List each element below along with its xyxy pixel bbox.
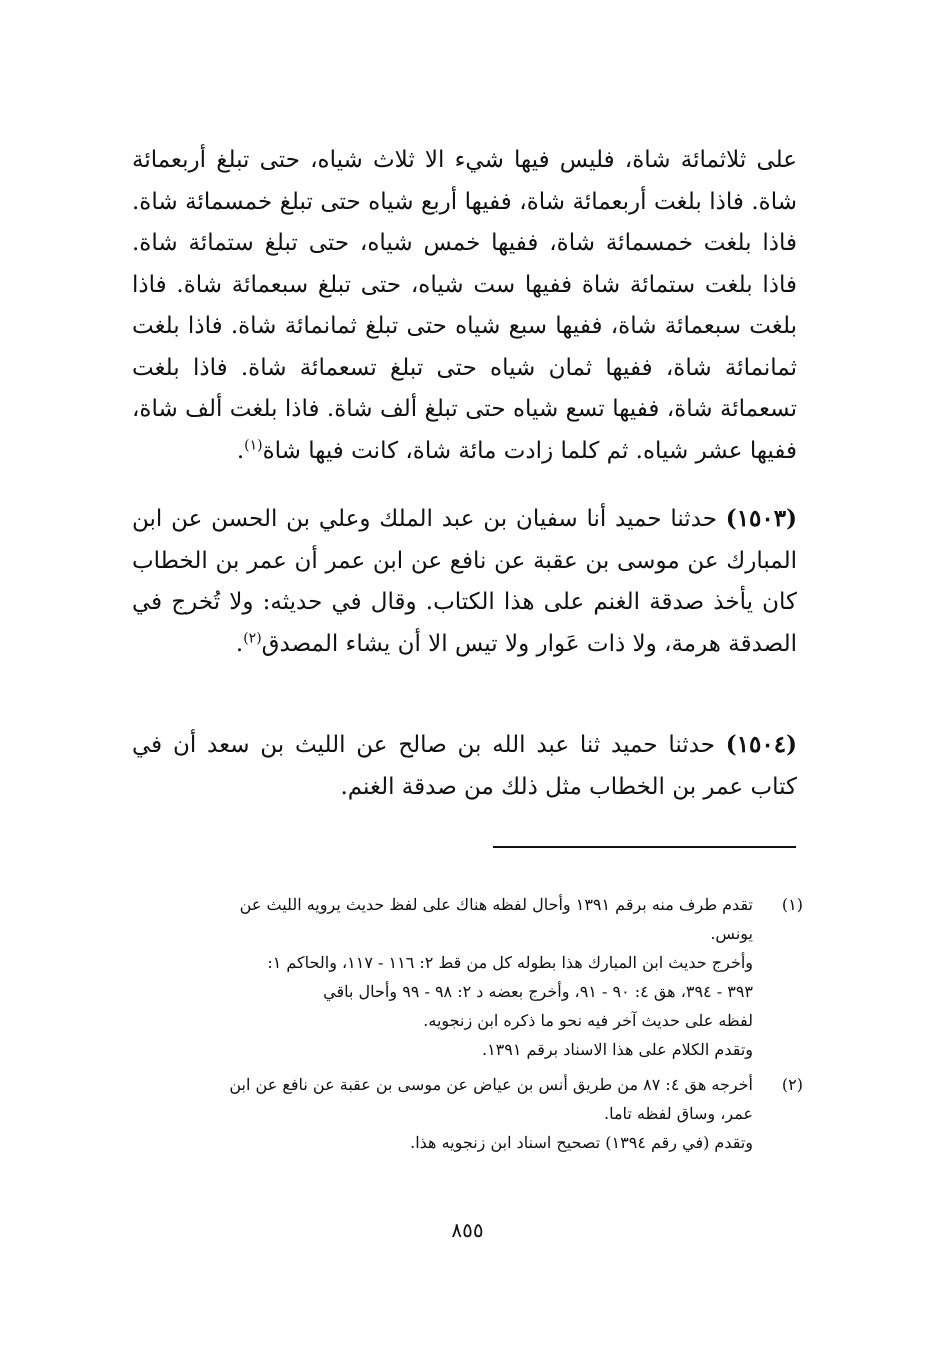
footnote-line: تقدم طرف منه برقم ١٣٩١ وأحال لفظه هناك على لفظ حديث يرويه الليث عن bbox=[239, 895, 753, 914]
footnote-2 bbox=[132, 1070, 805, 1157]
footnote-line: يونس. bbox=[710, 924, 753, 943]
footnote-number: (٢) bbox=[781, 1075, 803, 1094]
footnote-line: أخرجه هق ٤: ٨٧ من طريق أنس بن عياض عن موسى بن عقبة عن نافع عن ابن bbox=[229, 1075, 753, 1094]
sentence-end: . bbox=[236, 437, 245, 464]
paragraph-body: حدثنا حميد ثنا عبد الله بن صالح عن الليث بن سعد أن في كتاب عمر بن الخطاب مثل ذلك من صدقة الغنم. bbox=[132, 732, 797, 800]
hadith-number: (١٥٠٤) bbox=[725, 731, 797, 758]
paragraph-text bbox=[132, 140, 797, 472]
paragraph-body: حدثنا حميد أنا سفيان بن عبد الملك وعلي بن الحسن عن ابن المبارك عن موسى بن عقبة عن نافع عن ابن عمر أن عمر بن الخطاب كان يأخذ صدقة الغنم على هذا الكتاب. وقال في حديثه: ولا تُخرج في الصدقة هرمة، ولا ذات عَوار ولا تيس الا أن يشاء المصدق bbox=[132, 506, 797, 657]
footnote-reference: (٢) bbox=[243, 629, 262, 646]
hadith-1503 bbox=[132, 498, 797, 665]
footnote-divider bbox=[493, 846, 796, 848]
footnote-line: وتقدم (في رقم ١٣٩٤) تصحيح اسناد ابن زنجويه هذا. bbox=[410, 1133, 753, 1152]
footnote-reference: (١) bbox=[244, 436, 263, 453]
sentence-end: . bbox=[235, 630, 244, 657]
footnote-line: عمر، وساق لفظه تاما. bbox=[604, 1104, 753, 1123]
page-number: ٨٥٥ bbox=[451, 1218, 484, 1242]
paragraph-text bbox=[132, 724, 797, 808]
footnotes-section bbox=[132, 890, 805, 1163]
footnote-line: ٣٩٣ - ٣٩٤، هق ٤: ٩٠ - ٩١، وأخرج بعضه د ٢: ٩٨ - ٩٩ وأحال باقي bbox=[323, 982, 753, 1001]
footnote-line: وتقدم الكلام على هذا الاسناد برقم ١٣٩١. bbox=[481, 1040, 753, 1059]
paragraph-body: على ثلاثمائة شاة، فليس فيها شيء الا ثلاث شياه، حتى تبلغ أربعمائة شاة. فاذا بلغت أربعمائة شاة، ففيها أربع شياه حتى تبلغ خمسمائة شاة. فاذا بلغت خمسمائة شاة، ففيها خمس شياه، حتى تبلغ ستمائة شاة. فاذا بلغت ستمائة شاة ففيها ست شياه، حتى تبلغ سبعمائة شاة. فاذا بلغت سبعمائة شاة، ففيها سبع شياه حتى تبلغ ثمانمائة شاة. فاذا بلغت ثمانمائة شاة، ففيها ثمان شياه حتى تبلغ تسعمائة شاة. فاذا بلغت تسعمائة شاة، ففيها تسع شياه حتى تبلغ ألف شاة. فاذا بلغت ألف شاة، ففيها عشر شياه. ثم كلما زادت مائة شاة، كانت فيها شاة bbox=[132, 147, 797, 464]
hadith-1504 bbox=[132, 724, 797, 808]
footnote-1 bbox=[132, 890, 805, 1064]
footnote-line: وأخرج حديث ابن المبارك هذا بطوله كل من قط ٢: ١١٦ - ١١٧، والحاكم ١: bbox=[267, 953, 753, 972]
hadith-number: (١٥٠٣) bbox=[725, 505, 797, 532]
footnote-number: (١) bbox=[781, 895, 803, 914]
paragraph-text bbox=[132, 498, 797, 665]
footnote-line: لفظه على حديث آخر فيه نحو ما ذكره ابن زنجويه. bbox=[423, 1011, 753, 1030]
paragraph-continuation bbox=[132, 140, 797, 472]
